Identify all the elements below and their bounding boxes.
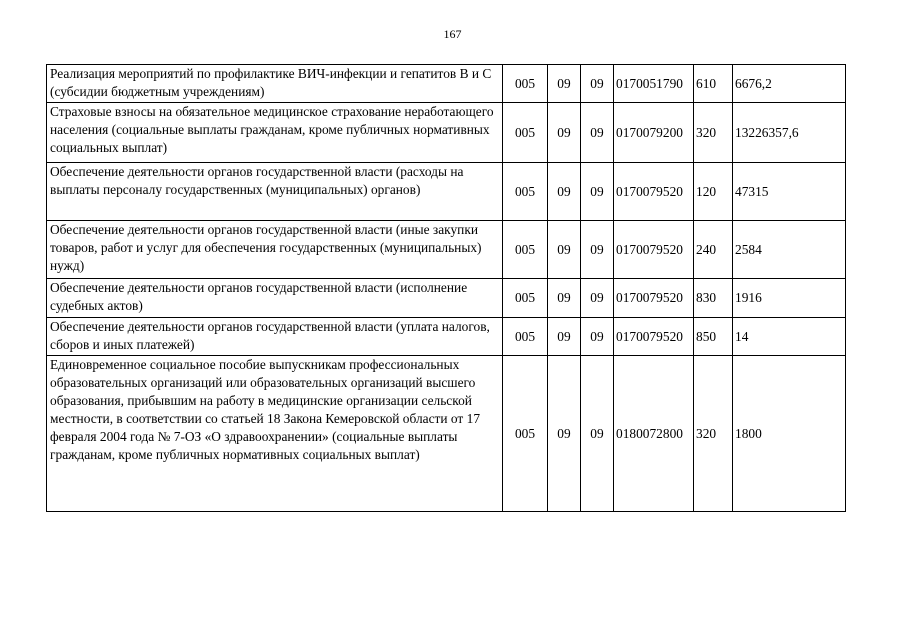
target-article-cell: 0180072800 [614, 356, 694, 512]
amount-cell: 13226357,6 [733, 103, 846, 163]
ministry-code-cell: 005 [503, 356, 548, 512]
table-row [47, 221, 846, 279]
expense-name-cell: Единовременное социальное пособие выпускникам профессиональных образовательных организаций или образовательных организаций высшего образования, прибывшим на работу в медицинские организации сельской местности, в соответствии со статьей 18 Закона Кемеровской области от 17 февраля 2004 года № 7-ОЗ «О здравоохранении» (социальные выплаты гражданам, кроме публичных нормативных социальных выплат) [47, 356, 503, 512]
page-number: 167 [443, 27, 462, 41]
amount-cell: 14 [733, 318, 846, 356]
ministry-code-cell: 005 [503, 221, 548, 279]
subsection-code-cell: 09 [581, 279, 614, 318]
expense-name-cell: Обеспечение деятельности органов государственной власти (расходы на выплаты персоналу государственных (муниципальных) органов) [47, 163, 503, 221]
subsection-code-cell: 09 [581, 163, 614, 221]
expense-type-cell: 830 [694, 279, 733, 318]
subsection-code-cell: 09 [581, 221, 614, 279]
table-row [47, 279, 846, 318]
expense-name-cell: Реализация мероприятий по профилактике ВИЧ-инфекции и гепатитов В и С (субсидии бюджетным учреждениям) [47, 65, 503, 103]
target-article-cell: 0170079520 [614, 279, 694, 318]
expense-type-cell: 320 [694, 356, 733, 512]
expense-type-cell: 240 [694, 221, 733, 279]
section-code-cell: 09 [548, 163, 581, 221]
subsection-code-cell: 09 [581, 103, 614, 163]
table-row [47, 163, 846, 221]
amount-cell: 1916 [733, 279, 846, 318]
expense-name-cell: Обеспечение деятельности органов государственной власти (уплата налогов, сборов и иных платежей) [47, 318, 503, 356]
amount-cell: 47315 [733, 163, 846, 221]
section-code-cell: 09 [548, 65, 581, 103]
subsection-code-cell: 09 [581, 65, 614, 103]
target-article-cell: 0170079520 [614, 163, 694, 221]
subsection-code-cell: 09 [581, 356, 614, 512]
table-row [47, 356, 846, 512]
amount-cell: 6676,2 [733, 65, 846, 103]
ministry-code-cell: 005 [503, 103, 548, 163]
expense-name-cell: Обеспечение деятельности органов государственной власти (исполнение судебных актов) [47, 279, 503, 318]
target-article-cell: 0170079520 [614, 221, 694, 279]
section-code-cell: 09 [548, 103, 581, 163]
expense-type-cell: 850 [694, 318, 733, 356]
target-article-cell: 0170079520 [614, 318, 694, 356]
table-row [47, 318, 846, 356]
expense-type-cell: 120 [694, 163, 733, 221]
expense-type-cell: 320 [694, 103, 733, 163]
ministry-code-cell: 005 [503, 318, 548, 356]
amount-cell: 1800 [733, 356, 846, 512]
table-row [47, 65, 846, 103]
target-article-cell: 0170051790 [614, 65, 694, 103]
target-article-cell: 0170079200 [614, 103, 694, 163]
expense-type-cell: 610 [694, 65, 733, 103]
section-code-cell: 09 [548, 356, 581, 512]
amount-cell: 2584 [733, 221, 846, 279]
section-code-cell: 09 [548, 221, 581, 279]
section-code-cell: 09 [548, 279, 581, 318]
ministry-code-cell: 005 [503, 163, 548, 221]
ministry-code-cell: 005 [503, 279, 548, 318]
subsection-code-cell: 09 [581, 318, 614, 356]
table-row [47, 103, 846, 163]
expense-name-cell: Страховые взносы на обязательное медицинское страхование неработающего населения (социальные выплаты гражданам, кроме публичных нормативных социальных выплат) [47, 103, 503, 163]
section-code-cell: 09 [548, 318, 581, 356]
ministry-code-cell: 005 [503, 65, 548, 103]
budget-table [46, 64, 846, 512]
expense-name-cell: Обеспечение деятельности органов государственной власти (иные закупки товаров, работ и услуг для обеспечения государственных (муниципальных) нужд) [47, 221, 503, 279]
